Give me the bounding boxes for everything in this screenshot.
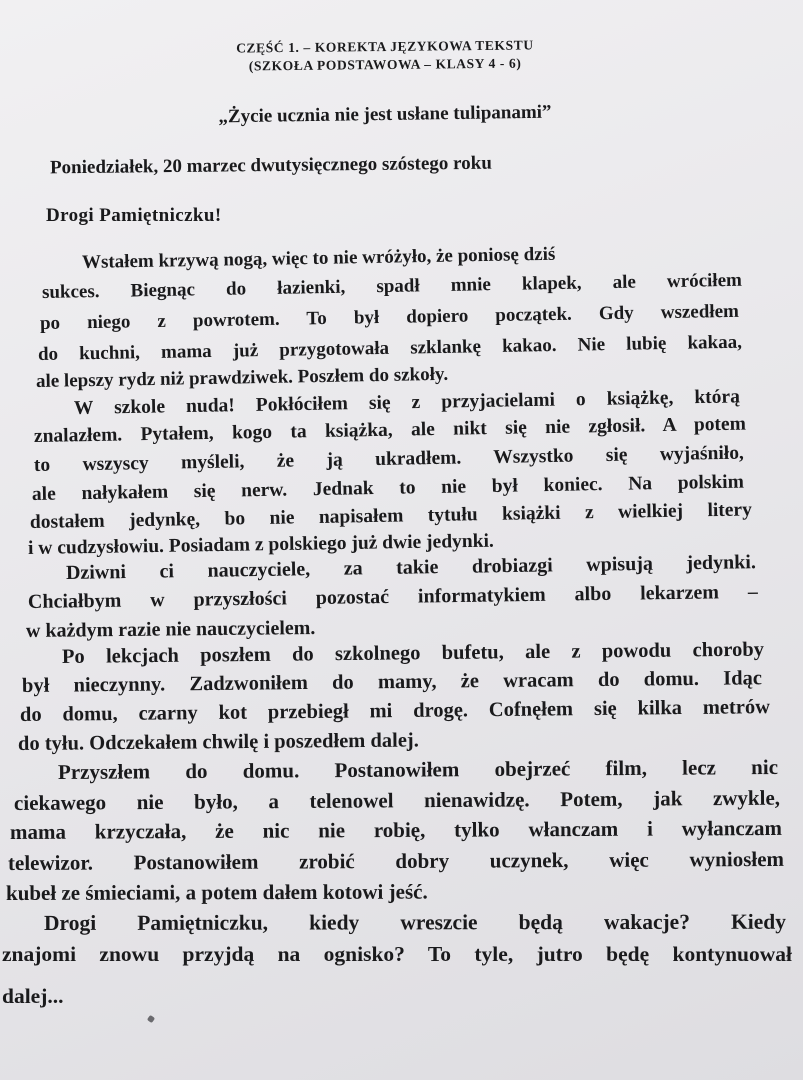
header-line-1: CZĘŚĆ 1. – KOREKTA JĘZYKOWA TEKSTU — [236, 37, 534, 56]
diary-line: do kuchni, mama już przygotowała szklankę kakao. Nie lubię kakaa, — [37, 331, 743, 365]
diary-line: dostałem jedynkę, bo nie napisałem tytułu książki z wielkiej litery — [29, 499, 753, 533]
diary-line: i w cudzysłowiu. Posiadam z polskiego już dwie jedynki. — [27, 530, 494, 559]
diary-date: Poniedziałek, 20 marzec dwutysięcznego szóstego roku — [49, 152, 492, 179]
diary-line: dalej... — [2, 984, 64, 1008]
text-title: „Życie ucznia nie jest usłane tulipanami” — [218, 101, 552, 128]
paper-speck — [147, 1015, 155, 1023]
diary-line: Po lekcjach poszłem do szkolnego bufetu, ale z powodu choroby — [61, 638, 765, 668]
diary-line: znalazłem. Pytałem, kogo ta książka, ale nikt się nie zgłosił. A potem — [33, 413, 747, 447]
diary-line: ale nałykałem się nerw. Jednak to nie był koniec. Na polskim — [31, 471, 745, 505]
diary-line: kubeł ze śmieciami, a potem dałem kotowi jeść. — [5, 879, 428, 905]
diary-line: był nieczynny. Zadzwoniłem do mamy, że wracam do domu. Idąc — [21, 667, 763, 697]
diary-line: Przyszłem do domu. Postanowiłem obejrzeć film, lecz nic — [57, 754, 779, 784]
diary-line: do domu, czarny kot przebiegł mi drogę. Cofnęłem się kilka metrów — [19, 696, 771, 726]
diary-line: po niego z powrotem. To był dopiero początek. Gdy wszedłem — [39, 300, 740, 334]
worksheet-header — [150, 36, 620, 77]
diary-line: ciekawego nie było, a telenowel nienawidzę. Potem, jak zwykle, — [13, 785, 781, 815]
header-line-2: (SZKOŁA PODSTAWOWA – KLASY 4 - 6) — [248, 55, 522, 74]
diary-greeting: Drogi Pamiętniczku! — [46, 205, 222, 226]
diary-line: Dziwni ci nauczyciele, za takie drobiazgi wpisują jedynki. — [65, 551, 757, 584]
diary-line: W szkole nuda! Pokłóciłem się z przyjacielami o książkę, którą — [73, 386, 741, 419]
diary-line: mama krzyczała, że nic nie robię, tylko włanczam i wyłanczam — [9, 815, 783, 844]
diary-line: Chciałbym w przyszłości pozostać informatykiem albo lekarzem – — [27, 580, 759, 613]
diary-line: w każdym razie nie nauczycielem. — [25, 616, 316, 642]
diary-line: Drogi Pamiętniczku, kiedy wreszcie będą wakacje? Kiedy — [43, 909, 787, 935]
diary-line: telewizor. Postanowiłem zrobić dobry uczynek, więc wyniosłem — [7, 846, 785, 875]
diary-line: to wszyscy myśleli, że ją ukradłem. Wszystko się wyjaśniło, — [33, 442, 745, 476]
diary-line: sukces. Biegnąc do łazienki, spadł mnie klapek, ale wróciłem — [41, 269, 743, 303]
diary-line: znajomi znowu przyjdą na ognisko? To tyle, jutro będę kontynuował — [2, 942, 792, 966]
diary-line: ale lepszy rydz niż prawdziwek. Poszłem do szkoły. — [35, 363, 449, 392]
diary-line: do tyłu. Odczekałem chwilę i poszedłem dalej. — [17, 729, 419, 755]
diary-line: Wstałem krzywą nogą, więc to nie wróżyło, że poniosę dziś — [81, 243, 556, 273]
